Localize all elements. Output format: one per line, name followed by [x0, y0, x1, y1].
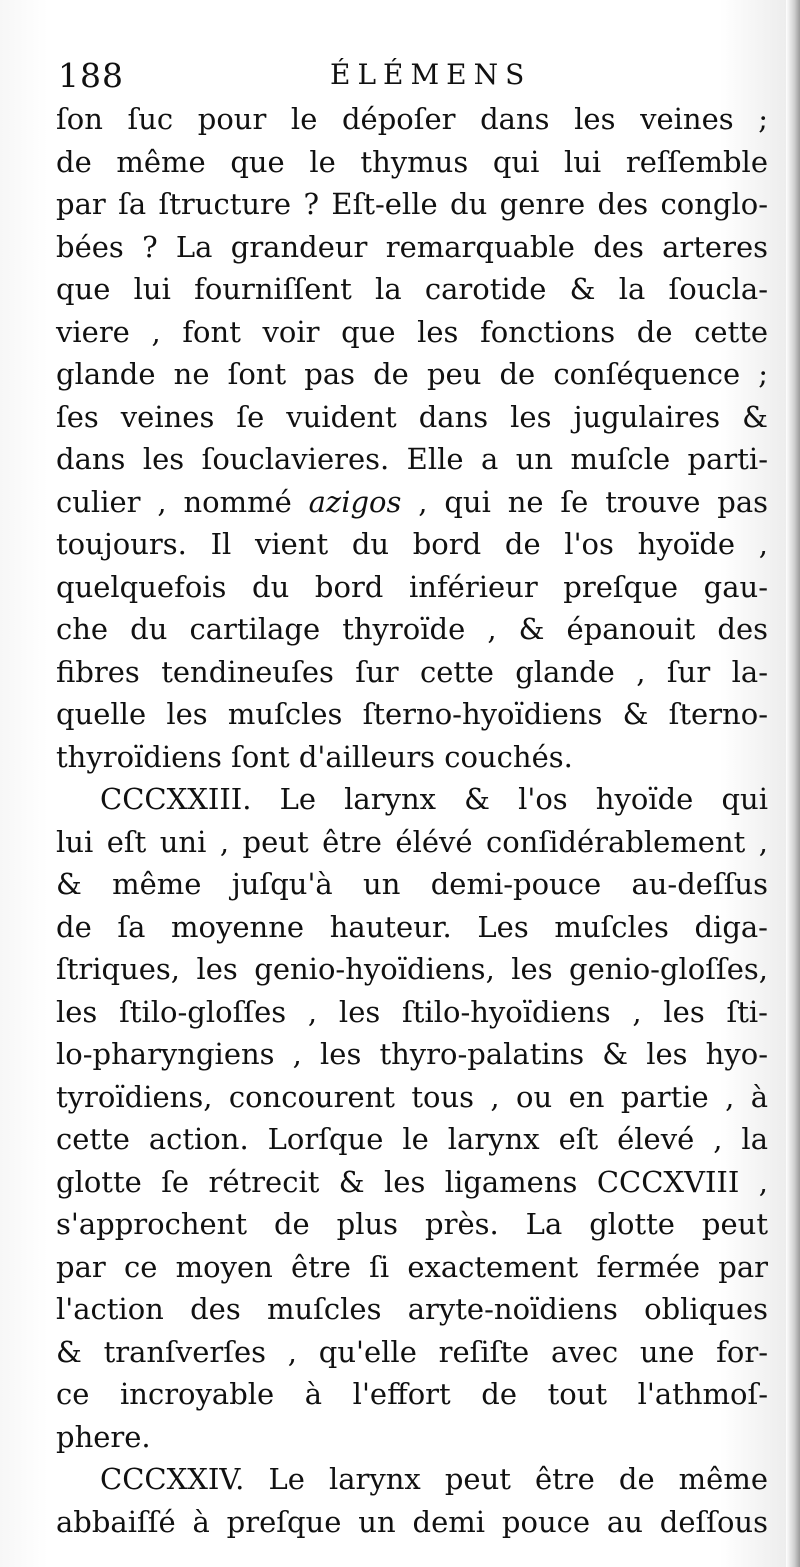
- text-line: & tranſverſes , qu'elle reſiſte avec une for-: [56, 1334, 768, 1369]
- text-line: par ce moyen être ſi exactement fermée par: [56, 1249, 768, 1284]
- page-edge-shadow: [786, 0, 800, 1567]
- text-line: & même juſqu'à un demi-pouce au-deſſus: [56, 867, 768, 901]
- text-line: viere , font voir que les fonctions de cette: [56, 314, 768, 349]
- text-line: toujours. Il vient du bord de l'os hyoïde ,: [56, 527, 768, 561]
- text-line: culier , nommé azigos , qui ne ſe trouve pas: [56, 484, 768, 519]
- text-line: ſon ſuc pour le dépoſer dans les veines ;: [56, 102, 768, 136]
- text-line: dans les ſouclavieres. Elle a un muſcle parti-: [56, 442, 768, 476]
- page-number: 188: [58, 56, 124, 95]
- section-heading-line: CCCXXIV. Le larynx peut être de même: [100, 1462, 768, 1496]
- text-line: che du cartilage thyroïde , & épanouit des: [56, 612, 768, 646]
- text-line: tyroïdiens, concourent tous , ou en partie , à: [56, 1079, 768, 1114]
- page-header: [58, 56, 744, 102]
- section-heading-line: CCCXXIII. Le larynx & l'os hyoïde qui: [100, 782, 768, 816]
- body-text: [56, 98, 768, 1543]
- text-line: l'action des muſcles aryte-noïdiens obliques: [56, 1292, 768, 1326]
- text-line: glande ne ſont pas de peu de conſéquence ;: [56, 357, 768, 391]
- paragraph-end-line: phere.: [56, 1419, 151, 1454]
- text-line: lo-pharyngiens , les thyro-palatins & les hyo-: [56, 1037, 768, 1071]
- text-line: ce incroyable à l'effort de tout l'athmoſ-: [56, 1377, 768, 1411]
- text-line: glotte ſe rétrecit & les ligamens CCCXVIII ,: [56, 1164, 768, 1199]
- text-line: les ſtilo-gloſſes , les ſtilo-hyoïdiens , les ſti-: [56, 994, 768, 1029]
- text-line: quelle les muſcles ſterno-hyoïdiens & ſterno-: [56, 697, 768, 731]
- paragraph-end-line: thyroïdiens ſont d'ailleurs couchés.: [56, 739, 573, 774]
- text-line: par ſa ſtructure ? Eſt-elle du genre des conglo-: [56, 187, 768, 221]
- text-line: ſes veines ſe vuident dans les jugulaires &: [56, 399, 768, 434]
- running-head: ÉLÉMENS: [330, 58, 532, 91]
- text-line: que lui fourniſſent la carotide & la ſoucla-: [56, 272, 768, 306]
- text-line: quelquefois du bord inférieur preſque gau-: [56, 569, 768, 604]
- text-line: fibres tendineuſes ſur cette glande , ſur la-: [56, 654, 768, 689]
- text-line: de même que le thymus qui lui reſſemble: [56, 144, 768, 179]
- text-line: abbaiſſé à preſque un demi pouce au deſſous: [56, 1504, 768, 1539]
- italic-term: azigos: [308, 484, 402, 519]
- text-line: bées ? La grandeur remarquable des arteres: [56, 229, 768, 264]
- text-line: ſtriques, les genio-hyoïdiens, les genio-gloſſes,: [56, 952, 768, 986]
- text-line: s'approchent de plus près. La glotte peut: [56, 1207, 768, 1241]
- text-line: cette action. Lorſque le larynx eſt élevé , la: [56, 1122, 768, 1156]
- text-line: lui eſt uni , peut être élévé conſidérablement ,: [56, 824, 768, 859]
- text-line: de ſa moyenne hauteur. Les muſcles diga-: [56, 909, 768, 944]
